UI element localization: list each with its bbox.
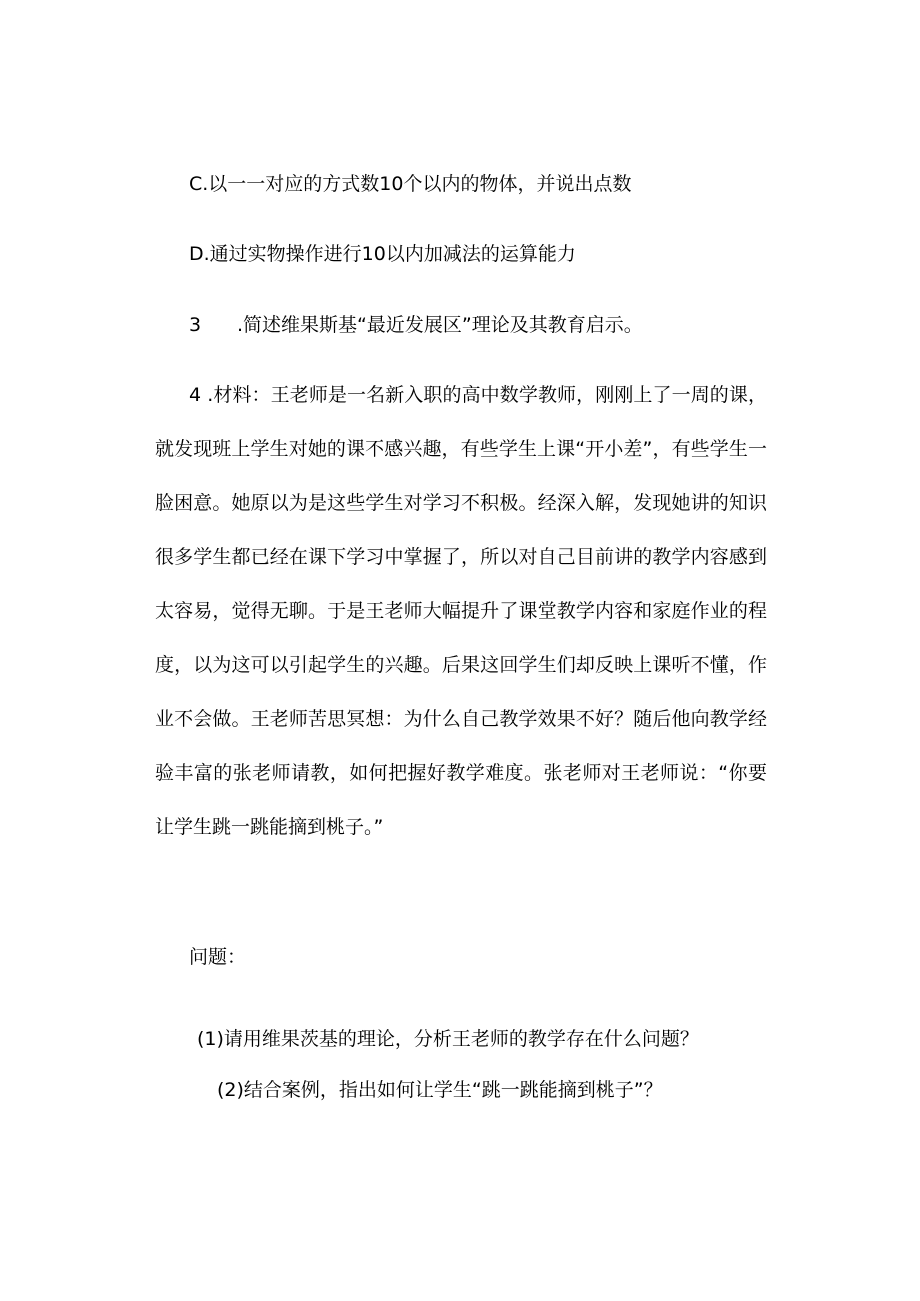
sub-question-1: (1)请用维果茨基的理论，分析王老师的教学存在什么问题？ — [197, 1028, 699, 1050]
option-c: C.以一一对应的方式数10个以内的物体，并说出点数 — [189, 173, 632, 195]
sub-question-2: (2)结合案例，指出如何让学生“跳一跳能摘到桃子”？ — [217, 1079, 663, 1101]
option-d: D.通过实物操作进行10以内加减法的运算能力 — [189, 243, 576, 265]
question-4-material: 4 .材料：王老师是一名新入职的高中数学教师，刚刚上了一周的课，就发现班上学生对她的课不感兴趣，有些学生上课“开小差”，有些学生一脸困意。她原以为是这些学生对学习不积极。经深入解，发现她讲的知识很多学生都已经在课下学习中掌握了，所以对自己目前讲的教学内容感到太容易，觉得无聊。于是王老师大幅提升了课堂教学内容和家庭作业的程度，以为这可以引起学生的兴趣。后果这回学生们却反映上课听不懂，作业不会做。王老师苦思冥想：为什么自己教学效果不好？随后他向教学经验丰富的张老师请教，如何把握好教学难度。张老师对王老师说：“你要让学生跳一跳能摘到桃子。” — [155, 384, 767, 838]
question-3-text: .简述维果斯基“最近发展区”理论及其教育启示。 — [237, 314, 643, 336]
question-3-number: 3 — [189, 314, 202, 336]
question-3 — [189, 313, 643, 337]
questions-label: 问题： — [189, 946, 247, 968]
